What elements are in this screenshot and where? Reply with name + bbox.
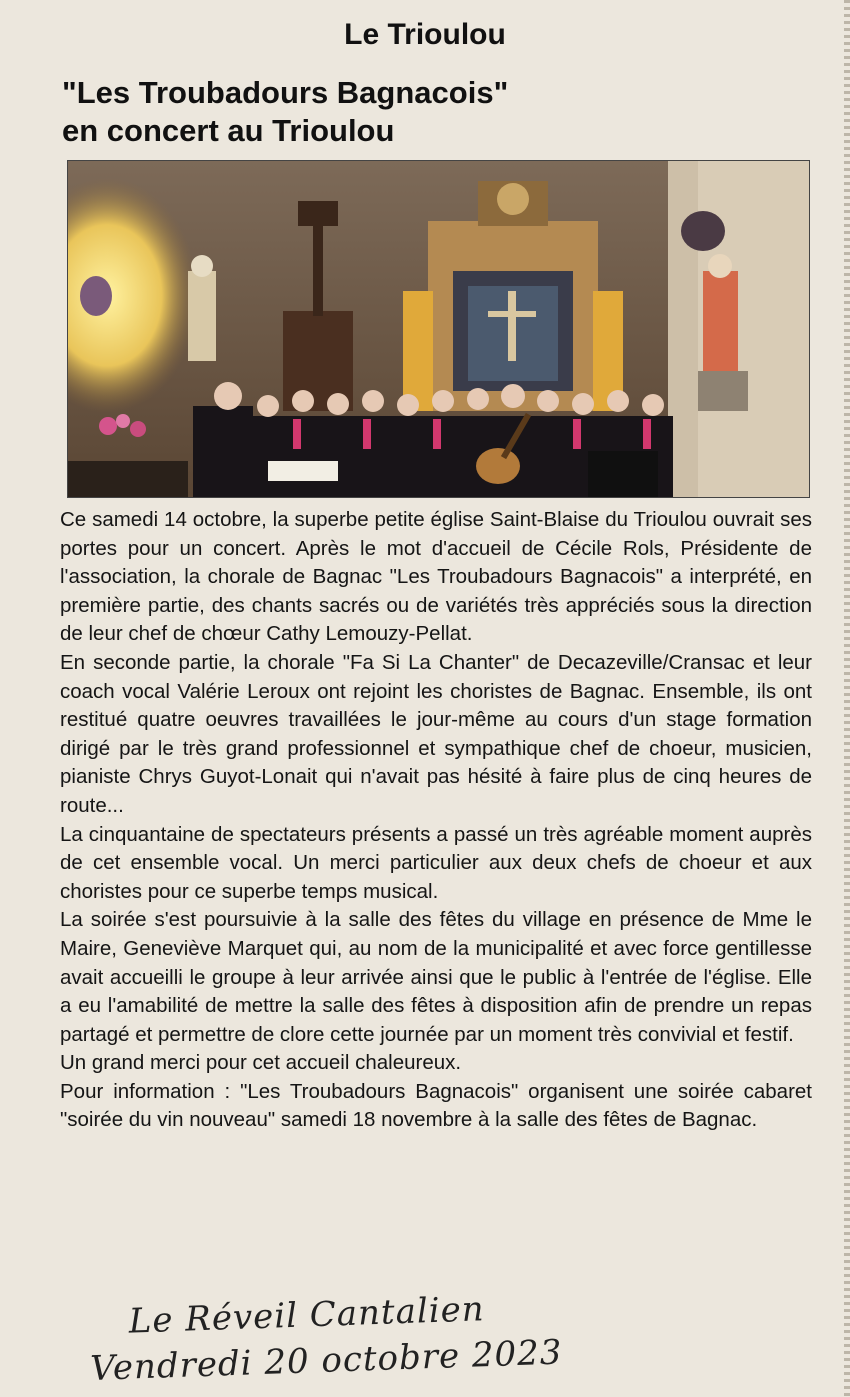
handwritten-source-note: [88, 1276, 791, 1392]
paragraph-6: Pour information : "Les Troubadours Bagnacois" organisent une soirée cabaret "soirée du vin nouveau" samedi 18 novembre à la salle des fêtes de Bagnac.: [60, 1079, 812, 1132]
headline-line-2: en concert au Trioulou: [62, 113, 395, 148]
article-headline: [62, 74, 508, 150]
article-body: [60, 506, 812, 1135]
article-photo: [67, 160, 810, 498]
paragraph-5: Un grand merci pour cet accueil chaleureux.: [60, 1051, 462, 1075]
headline-line-1: "Les Troubadours Bagnacois": [62, 75, 509, 110]
handwritten-line-1: Le Réveil Cantalien: [128, 1289, 486, 1342]
paragraph-4: La soirée s'est poursuivie à la salle des fêtes du village en présence de Mme le Maire, Geneviève Marquet qui, au nom de la municipalité et avec force gentillesse avait accueilli le groupe à leur arrivée ainsi que le public à l'entrée de l'église. Elle a eu l'amabilité de mettre la salle des fêtes à disposition afin de prendre un repas partagé et permettre de clore cette journée par un moment très convivial et festif.: [60, 908, 812, 1046]
church-choir-illustration: [68, 161, 809, 497]
paragraph-1: Ce samedi 14 octobre, la superbe petite église Saint-Blaise du Trioulou ouvrait ses portes pour un concert. Après le mot d'accueil de Cécile Rols, Présidente de l'association, la chorale de Bagnac "Les Troubadours Bagnacois" a interprété, en première partie, des chants sacrés ou de variétés très appréciés sous la direction de leur chef de chœur Cathy Lemouzy-Pellat.: [60, 508, 812, 646]
paragraph-3: La cinquantaine de spectateurs présents a passé un très agréable moment auprès de cet ensemble vocal. Un merci particulier aux deux chefs de choeur et aux choristes pour ce superbe temps musical.: [60, 822, 812, 903]
torn-edge: [844, 0, 850, 1397]
section-title: Le Trioulou: [344, 18, 506, 51]
paragraph-2: En seconde partie, la chorale "Fa Si La Chanter" de Decazeville/Cransac et leur coach vocal Valérie Leroux ont rejoint les choristes de Bagnac. Ensemble, ils ont restitué quatre oeuvres travaillées le jour-même au cours d'un stage formation dirigé par le très grand professionnel et sympathique chef de choeur, musicien, pianiste Chrys Guyot-Lonait qui n'avait pas hésité à faire plus de cinq heures de route...: [60, 650, 812, 817]
handwritten-line-2: Vendredi 20 octobre 2023: [89, 1332, 564, 1389]
